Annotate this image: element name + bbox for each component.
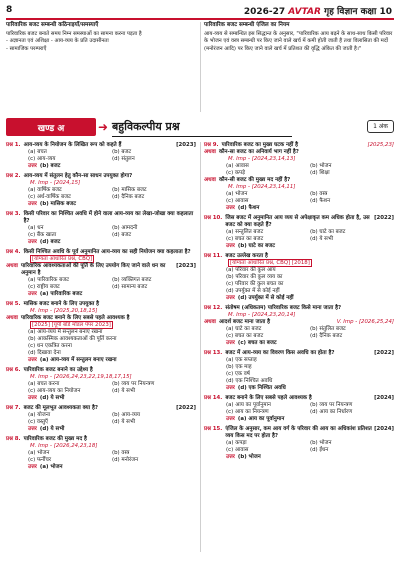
answer-line — [204, 205, 394, 212]
cbq-tag: [योग्यता आधारित प्रश्न, CBQ] — [32, 256, 93, 262]
answer-text: (b) मासिक बजट — [39, 201, 77, 207]
year-label: 2026-27 — [243, 7, 286, 17]
option-list — [204, 229, 394, 243]
option: (b) आमदनी — [112, 225, 138, 231]
importance-tag: [2025,23] — [367, 142, 394, 148]
alt-question-text: कौन-सी बजट की मुख्य मद नहीं है? — [218, 177, 291, 183]
importance-tag: M. Imp - [2026,24,23,22,19,18,17,15] — [30, 374, 132, 380]
question-item — [204, 426, 394, 461]
question-number: प्रश्न 14. — [204, 395, 223, 401]
option-list — [6, 450, 196, 464]
option-list — [6, 381, 196, 395]
question-year: [2022] — [374, 215, 394, 221]
option: (d) एक निश्चित अवधि — [226, 378, 273, 384]
question-number: प्रश्न 2. — [6, 173, 21, 179]
option: (b) वस्त्र — [310, 191, 328, 197]
question-number: प्रश्न 13. — [204, 350, 223, 356]
question-item — [204, 350, 394, 392]
book-title — [244, 4, 392, 17]
question-number: प्रश्न 15. — [204, 426, 223, 432]
option: (c) फर्नीचर — [28, 457, 52, 463]
question-number: प्रश्न 11. — [204, 253, 223, 259]
question-item — [204, 305, 394, 347]
intro-left-item: - सामाजिक परम्पराएँ — [6, 45, 47, 52]
intro-right-text: आय-व्यय से सम्बन्धित इस सिद्धान्त के अनुसार, "पारिवारिक आय बढ़ने के साथ-साथ किसी परिवार के भोजन एवं वस्त्र सम्बन्धी पर किए जाने वाले खर्च में कमी होती जाती है तथा विलासिता की मदों (मनोरंजन आदि) पर किए जाने वाले खर्च में प्रतिशत की वृद्धि अंकित की जाती है।" — [204, 31, 393, 52]
arrow-right-icon: ➜ — [98, 120, 109, 134]
option: (b) व्यय पर नियन्त्रण — [112, 381, 155, 387]
answer-line — [204, 243, 394, 250]
answer-label: उत्तर — [28, 426, 37, 432]
option-list — [204, 326, 394, 340]
importance-tag: M. Imp - [2025,20,18,15] — [30, 308, 98, 314]
option: (b) भोजन — [310, 440, 332, 446]
question-number: प्रश्न 10. — [204, 215, 223, 221]
answer-label: उत्तर — [226, 385, 235, 391]
question-year: [2022] — [374, 350, 394, 356]
option: (b) व्यक्तिगत बजट — [112, 277, 152, 283]
question-item — [6, 142, 196, 170]
option: (d) दैनिक बजट — [310, 333, 343, 339]
intro-right-column — [204, 22, 394, 53]
option: (d) उपर्युक्त में से कोई नहीं — [226, 288, 280, 294]
question-number: प्रश्न 3. — [6, 211, 21, 217]
page-number: 8 — [6, 5, 13, 15]
answer-line — [204, 454, 394, 461]
option-list — [204, 440, 394, 454]
year-tag: [2025] [यूपी बोर्ड मॉडल पेपर 2023] — [32, 322, 111, 328]
option-list — [6, 329, 196, 357]
or-label: अथवा — [204, 319, 216, 325]
question-number: प्रश्न 4. — [6, 249, 21, 255]
question-number: प्रश्न 6. — [6, 367, 21, 373]
answer-text: (a) आय-व्यय में सन्तुलन बनाए रखना — [39, 357, 117, 363]
option-list — [204, 163, 394, 177]
answer-label: उत्तर — [226, 243, 235, 249]
option: (d) संतुलन — [112, 156, 135, 162]
option: (d) शिक्षा — [310, 170, 330, 176]
option: (c) आय-व्यय — [28, 156, 56, 162]
question-text: आय-व्यय के नियोजन के लिखित रूप को कहते हैं — [23, 142, 122, 148]
option: (b) आय-व्यय — [112, 412, 141, 418]
option-list — [6, 187, 196, 201]
option: (c) अर्ध-वार्षिक बजट — [28, 194, 71, 200]
option: (b) वस्त्र — [112, 450, 130, 456]
option: (c) आवास — [226, 198, 249, 204]
answer-line — [204, 340, 394, 347]
question-text: बजट उल्लेख करता है — [225, 253, 268, 259]
importance-tag: M. Imp - [2024,23,14,11] — [228, 184, 296, 190]
question-text: जिस बजट में अनुमानित आय व्यय से अपेक्षाकृत कम अधिक होता है, उस बजट को क्या कहते हैं? — [225, 215, 370, 228]
question-text: किसी परिवार का निश्चित अवधि में होने वाला आय-व्यय का लेखा-जोखा क्या कहलाता है? — [23, 211, 194, 224]
answer-label: उत्तर — [28, 201, 37, 207]
option: (a) धन — [28, 225, 44, 231]
or-label: अथवा — [6, 315, 18, 321]
option: (a) परिवार की कुल आय — [226, 267, 276, 273]
intro-left-column — [6, 22, 196, 53]
option: (b) घाटे का बजट — [310, 229, 346, 235]
answer-line — [6, 426, 196, 433]
option-list — [204, 357, 394, 385]
option: (a) घाटे का बजट — [226, 326, 262, 332]
alt-question-text: पारिवारिक आवश्यकताओं की पूर्ति के लिए उपयोग किए जाने वाले धन का अनुमान है — [20, 263, 166, 276]
question-item — [6, 301, 196, 364]
section-header — [6, 116, 394, 138]
question-text: बजट बनाने के लिए सबसे पहले आवश्यक है — [225, 395, 312, 401]
answer-text: (a) आय का पूर्वानुमान — [237, 416, 285, 422]
intro-left-heading: पारिवारिक बजट सम्बन्धी कठिनाइयाँ/समस्याएँ — [6, 22, 99, 28]
question-text: पारिवारिक बजट का मुख्य घटक नहीं है — [221, 142, 299, 148]
brand-logo: AVTAR — [288, 7, 321, 17]
question-item — [6, 173, 196, 208]
header-rule — [6, 18, 394, 20]
section-underline — [112, 136, 292, 137]
cbq-tag: [योग्यता आधारित प्रश्न, CBQ] [2018] — [230, 260, 310, 266]
option: (a) एक सप्ताह — [226, 357, 257, 363]
option: (c) बचत का बजट — [226, 333, 264, 339]
option: (a) वार्षिक बजट — [28, 187, 62, 193]
question-text: पारिवारिक बजट की मुख्य मद है — [23, 436, 87, 442]
answer-label: उत्तर — [226, 340, 235, 346]
answer-line — [6, 163, 196, 170]
option: (a) योजना — [28, 412, 51, 418]
page-header — [0, 0, 400, 22]
answer-label: उत्तर — [28, 163, 37, 169]
answer-label: उत्तर — [226, 416, 235, 422]
option-list — [204, 267, 394, 295]
option: (c) कपड़े — [226, 170, 245, 176]
alt-question-text: पारिवारिक बजट बनाने के लिए सबसे पहले आवश्यक है — [20, 315, 130, 321]
option: (d) ईंधन — [310, 447, 329, 453]
option: (b) व्यय पर नियन्त्रण — [310, 402, 353, 408]
answer-label: उत्तर — [226, 295, 235, 301]
answer-text: (d) एक निश्चित अवधि — [237, 385, 286, 391]
answer-label: उत्तर — [28, 395, 37, 401]
intro-left-text: पारिवारिक बजट बनाते समय निम्न समस्याओं का सामना करना पड़ता है — [6, 31, 142, 38]
answer-label: उत्तर — [28, 239, 37, 245]
option: (c) बैंक खाता — [28, 232, 57, 238]
intro-section — [6, 22, 394, 114]
option-list — [204, 402, 394, 416]
option-list — [6, 277, 196, 291]
question-item — [204, 142, 394, 212]
question-item — [6, 405, 196, 433]
answer-text: (d) ये सभी — [39, 426, 65, 432]
question-text: संतोषम (अधिकतम) पारिवारिक बजट किसे माना जाता है? — [225, 305, 342, 311]
option: (c) बचत का बजट — [226, 236, 264, 242]
option: (d) ये सभी — [112, 419, 136, 425]
question-year: [2024] — [374, 426, 394, 432]
answer-line — [6, 291, 196, 298]
option: (c) धन एकत्रित करना — [28, 343, 72, 349]
option: (a) आय-व्यय में सन्तुलन बनाए रखना — [28, 329, 103, 335]
intro-divider — [200, 22, 201, 112]
answer-label: उत्तर — [28, 357, 37, 363]
answer-label: उत्तर — [28, 291, 37, 297]
option: (a) आवास — [226, 163, 249, 169]
importance-tag: M. Imp - [2026,24,23,18] — [30, 443, 98, 449]
question-text: बजट की मूलभूत आवश्यकता क्या है? — [23, 405, 98, 411]
marks-badge: 1 अंक — [367, 120, 394, 133]
intro-right-heading: पारिवारिक बजट सम्बन्धी एंजिल का नियम — [204, 22, 290, 28]
option: (d) ये सभी — [112, 388, 136, 394]
question-text: मासिक बजट बनाने के लिए उपयुक्त है — [23, 301, 100, 307]
option: (d) बजट — [112, 232, 132, 238]
answer-line — [204, 295, 394, 302]
question-text: आय-व्यय में संतुलन हेतु कौन-सा साधन उपयुक्त होगा? — [23, 173, 133, 179]
question-number: प्रश्न 1. — [6, 142, 21, 148]
question-number: प्रश्न 9. — [204, 142, 219, 148]
answer-text: (a) पारिवारिक बजट — [39, 291, 83, 297]
answer-text: (b) घाटे का बजट — [237, 243, 275, 249]
class-label: कक्षा 10 — [360, 7, 392, 17]
question-text: एंजिल के अनुसार, कम आय वर्ग के परिवार की आय का अधिकांश प्रतिशत व्यय किस मद पर होता है? — [225, 426, 372, 439]
option: (b) भोजन — [310, 163, 332, 169]
option: (c) आय का नियन्त्रण — [226, 409, 269, 415]
answer-line — [6, 201, 196, 208]
answer-text: (c) बचत का बजट — [237, 340, 277, 346]
option: (d) आय का निर्धारण — [310, 409, 353, 415]
subject-label: गृह विज्ञान — [324, 7, 358, 17]
option: (b) एक माह — [226, 364, 252, 370]
or-label: अथवा — [6, 263, 18, 269]
importance-tag: M. Imp - [2024,15] — [30, 180, 81, 186]
answer-text: (d) बजट — [39, 239, 61, 245]
option: (a) बचत — [28, 149, 47, 155]
option-list — [6, 149, 196, 163]
option: (d) मनोरंजन — [112, 457, 139, 463]
question-year: [2022] — [176, 405, 196, 411]
or-label: अथवा — [204, 177, 216, 183]
question-year: [2024] — [374, 395, 394, 401]
question-item — [204, 253, 394, 302]
option: (a) कपड़ा — [226, 440, 247, 446]
question-item — [204, 215, 394, 250]
option: (b) आकस्मिक आवश्यकताओं की पूर्ति करना — [28, 336, 117, 342]
question-item — [6, 249, 196, 298]
option: (b) परिवार की कुल व्यय का — [226, 274, 283, 280]
option: (c) आवास — [226, 447, 249, 453]
option: (a) बचत करना — [28, 381, 60, 387]
importance-tag: M. Imp - [2024,23,20,14] — [228, 312, 296, 318]
alt-question-text: आदर्श बजट माना जाता है — [218, 319, 271, 325]
question-item — [6, 436, 196, 471]
option: (d) ये सभी — [310, 236, 334, 242]
question-text: किसी निश्चित अवधि के पूर्व अनुमानित आय-व्यय का सही नियोजन क्या कहलाता है? — [23, 249, 191, 255]
answer-line — [6, 395, 196, 402]
question-number: प्रश्न 7. — [6, 405, 21, 411]
intro-left-item: - अज्ञानता एवं अशिक्षा - आय-व्यय के प्रति उदासीनता — [6, 38, 109, 45]
question-year: [2023] — [176, 263, 196, 269]
option: (b) मासिक बजट — [112, 187, 147, 193]
question-item — [6, 211, 196, 246]
answer-label: उत्तर — [226, 454, 235, 460]
option: (c) एक वर्ष — [226, 371, 250, 377]
option: (d) सामान्य बजट — [112, 284, 148, 290]
option-list — [204, 191, 394, 205]
answer-line — [6, 239, 196, 246]
question-column-right — [204, 142, 394, 464]
or-label: अथवा — [204, 149, 216, 155]
answer-label: उत्तर — [28, 464, 37, 470]
option-list — [6, 412, 196, 426]
option: (c) परिवार की कुल बचत का — [226, 281, 284, 287]
option: (d) फैशन — [310, 198, 331, 204]
option: (a) भोजन — [28, 450, 50, 456]
answer-text: (b) बजट — [39, 163, 61, 169]
answer-text: (d) फैशन — [237, 205, 260, 211]
question-number: प्रश्न 8. — [6, 436, 21, 442]
question-column-left — [6, 142, 196, 474]
question-item — [204, 395, 394, 423]
answer-line — [6, 357, 196, 364]
question-text: बजट में आय-व्यय का विवरण किस अवधि का होता है? — [225, 350, 335, 356]
question-text: पारिवारिक बजट बनाने का उद्देश्य है — [23, 367, 93, 373]
importance-tag: V. Imp - [2026,25,24] — [336, 319, 394, 325]
option: (d) दिखावा देना — [28, 350, 61, 356]
question-number: प्रश्न 5. — [6, 301, 21, 307]
question-number: प्रश्न 12. — [204, 305, 223, 311]
question-item — [6, 367, 196, 402]
option: (b) संतुलित बजट — [310, 326, 346, 332]
column-divider — [200, 142, 201, 552]
question-year: [2023] — [176, 142, 196, 148]
option: (c) वस्तुएँ — [28, 419, 49, 425]
section-title: बहुविकल्पीय प्रश्न — [112, 120, 180, 133]
answer-text: (d) उपर्युक्त में से कोई नहीं — [237, 295, 294, 301]
option: (c) आय-व्यय का नियोजन — [28, 388, 81, 394]
option: (a) भोजन — [226, 191, 248, 197]
option: (a) पारिवारिक बजट — [28, 277, 69, 283]
answer-text: (d) ये सभी — [39, 395, 65, 401]
answer-text: (b) भोजन — [237, 454, 261, 460]
alt-question-text: कौन-सा बजट का अनिवार्य भाग नहीं है? — [218, 149, 299, 155]
option: (a) आय का पूर्वानुमान — [226, 402, 271, 408]
importance-tag: M. Imp - [2024,23,14,13] — [228, 156, 296, 162]
option: (c) राष्ट्रीय बजट — [28, 284, 60, 290]
option-list — [6, 225, 196, 239]
answer-label: उत्तर — [226, 205, 235, 211]
option: (b) बजट — [112, 149, 132, 155]
answer-line — [6, 464, 196, 471]
option: (d) दैनिक बजट — [112, 194, 145, 200]
answer-line — [204, 385, 394, 392]
section-tag: खण्ड अ — [6, 118, 96, 136]
answer-line — [204, 416, 394, 423]
option: (a) सन्तुलित बजट — [226, 229, 264, 235]
answer-text: (a) भोजन — [39, 464, 63, 470]
